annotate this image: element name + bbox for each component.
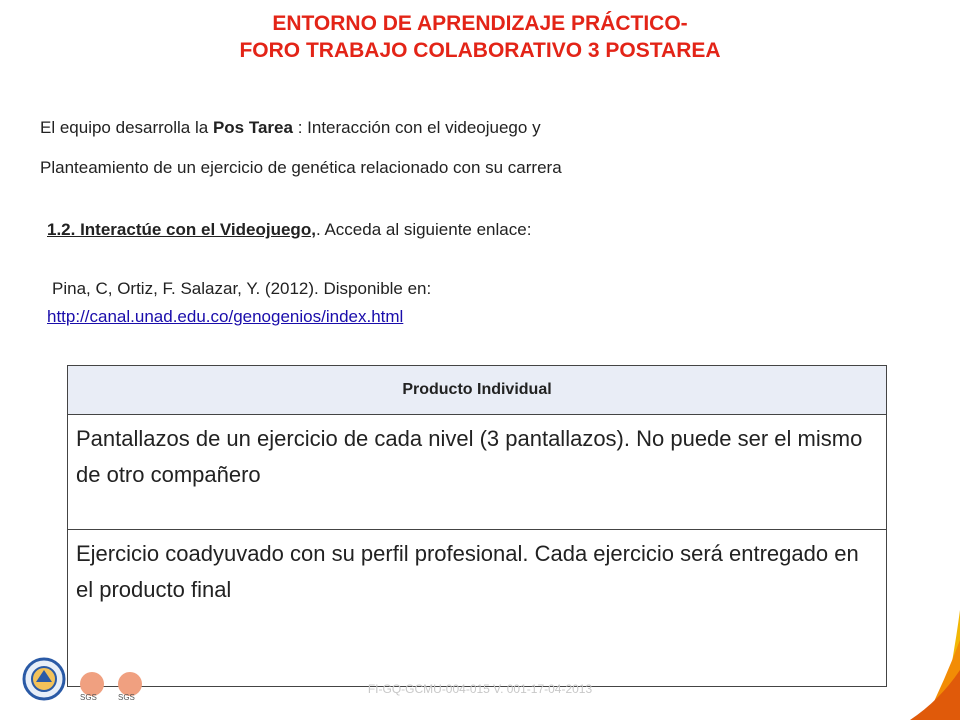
intro-line-1 xyxy=(40,118,541,138)
institution-logos xyxy=(22,654,182,704)
table-header: Producto Individual xyxy=(68,366,887,415)
intro-bold: Pos Tarea xyxy=(212,118,293,137)
citation: Pina, C, Ortiz, F. Salazar, Y. (2012). Disponible en: xyxy=(52,279,432,298)
svg-text:SGS: SGS xyxy=(80,693,97,702)
intro-suffix: : Interacción con el videojuego y xyxy=(292,118,541,137)
intro-line-2: Planteamiento de un ejercicio de genética relacionado con su carrera xyxy=(40,158,562,177)
intro-prefix: El equipo desarrolla la xyxy=(40,118,213,137)
step-heading-line xyxy=(47,220,531,240)
product-table xyxy=(67,365,887,687)
table-row-1: Pantallazos de un ejercicio de cada nivel (3 pantallazos). No puede ser el mismo de otro compañero xyxy=(68,415,887,530)
title-line-1: ENTORNO DE APRENDIZAJE PRÁCTICO- xyxy=(272,12,688,35)
reference-link[interactable]: http://canal.unad.edu.co/genogenios/index.html xyxy=(47,307,404,326)
corner-decoration-icon xyxy=(900,610,960,720)
step-rest: . Acceda al siguiente enlace: xyxy=(315,220,532,239)
document-code: FI-GQ-GCMU-004-015 V. 001-17-04-2013 xyxy=(367,682,593,696)
svg-text:SGS: SGS xyxy=(118,693,135,702)
step-heading: 1.2. Interactúe con el Videojuego, xyxy=(47,220,316,239)
page-title xyxy=(0,10,960,64)
table-row-2: Ejercicio coadyuvado con su perfil profesional. Cada ejercicio será entregado en el producto final xyxy=(68,530,887,687)
title-line-2: FORO TRABAJO COLABORATIVO 3 POSTAREA xyxy=(239,39,721,62)
